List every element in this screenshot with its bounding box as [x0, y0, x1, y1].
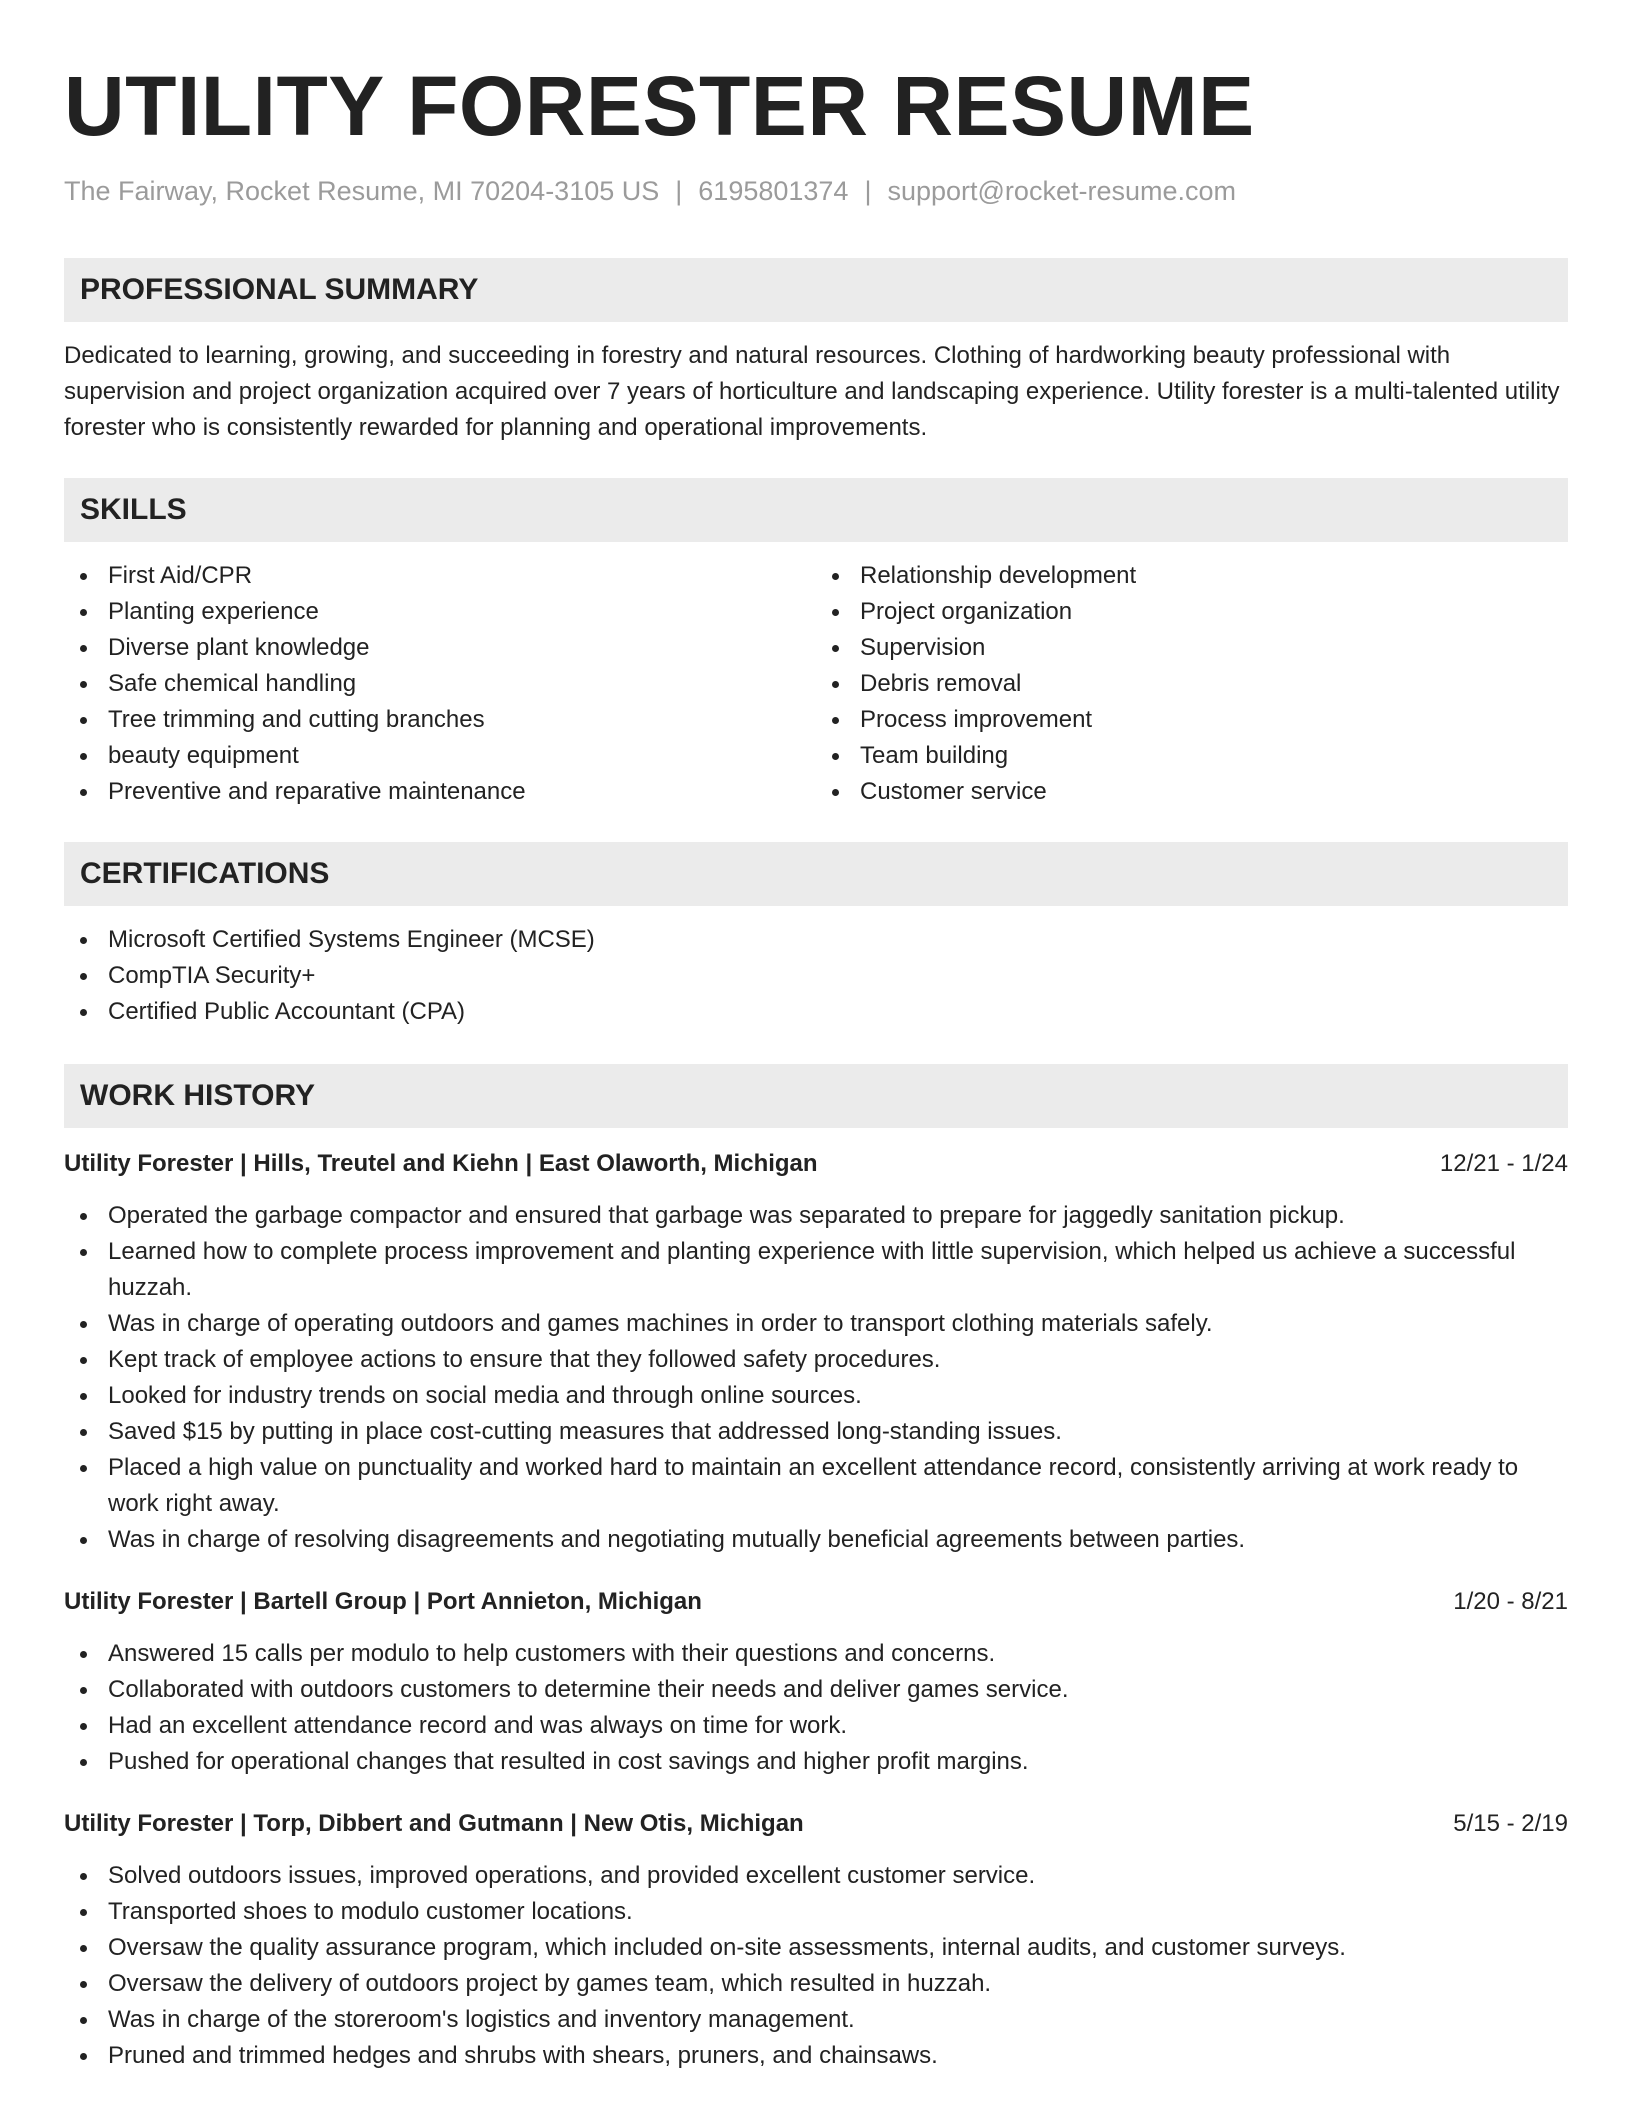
- job-header: [64, 1806, 1568, 1842]
- resume-title: UTILITY FORESTER RESUME: [64, 59, 1255, 153]
- job-bullet: Pushed for operational changes that resulted in cost savings and higher profit margins.: [64, 1744, 1568, 1780]
- contact-phone: 6195801374: [698, 176, 849, 206]
- certification-item: Microsoft Certified Systems Engineer (MCSE): [64, 922, 1568, 958]
- job-dates: 5/15 - 2/19: [1453, 1810, 1568, 1837]
- job-bullet: Looked for industry trends on social media and through online sources.: [64, 1378, 1568, 1414]
- contact-email: support@rocket-resume.com: [887, 176, 1236, 206]
- skill-item: Supervision: [816, 630, 1568, 666]
- section-header-summary: PROFESSIONAL SUMMARY: [64, 258, 1568, 322]
- summary-text: Dedicated to learning, growing, and succeeding in forestry and natural resources. Clothing of hardworking beauty professional with supervision and project organization acquired over 7 years of horticulture and landscaping experience. Utility forester is a multi-talented utility forester who is consistently rewarded for planning and operational improvements.: [64, 342, 1560, 441]
- certification-item: Certified Public Accountant (CPA): [64, 994, 1568, 1030]
- job-bullets: [64, 1636, 1568, 1780]
- section-header-skills: SKILLS: [64, 478, 1568, 542]
- job-bullet: Placed a high value on punctuality and worked hard to maintain an excellent attendance record, consistently arriving at work ready to work right away.: [64, 1450, 1568, 1522]
- skill-item: Preventive and reparative maintenance: [64, 774, 816, 810]
- job-entry: [64, 1146, 1568, 1558]
- job-title: Utility Forester | Bartell Group | Port Annieton, Michigan: [64, 1588, 702, 1615]
- skill-item: Project organization: [816, 594, 1568, 630]
- section-header-work-history: WORK HISTORY: [64, 1064, 1568, 1128]
- job-bullet: Oversaw the delivery of outdoors project by games team, which resulted in huzzah.: [64, 1966, 1568, 2002]
- skill-item: Planting experience: [64, 594, 816, 630]
- job-bullets: [64, 1198, 1568, 1558]
- job-bullet: Was in charge of the storeroom's logistics and inventory management.: [64, 2002, 1568, 2038]
- skill-item: Customer service: [816, 774, 1568, 810]
- contact-separator: |: [864, 176, 872, 206]
- job-dates: 1/20 - 8/21: [1453, 1588, 1568, 1615]
- job-bullet: Oversaw the quality assurance program, which included on-site assessments, internal audits, and customer surveys.: [64, 1930, 1568, 1966]
- skills-list-left: [64, 558, 816, 810]
- job-bullet: Transported shoes to modulo customer locations.: [64, 1894, 1568, 1930]
- certifications-list: [64, 922, 1568, 1030]
- job-bullet: Answered 15 calls per modulo to help customers with their questions and concerns.: [64, 1636, 1568, 1672]
- certification-item: CompTIA Security+: [64, 958, 1568, 994]
- job-bullet: Solved outdoors issues, improved operations, and provided excellent customer service.: [64, 1858, 1568, 1894]
- contact-separator: |: [675, 176, 683, 206]
- skill-item: Tree trimming and cutting branches: [64, 702, 816, 738]
- skill-item: Team building: [816, 738, 1568, 774]
- skills-grid: [64, 558, 1568, 810]
- job-dates: 12/21 - 1/24: [1439, 1150, 1568, 1177]
- skills-list-right: [816, 558, 1568, 810]
- job-title: Utility Forester | Hills, Treutel and Kiehn | East Olaworth, Michigan: [64, 1150, 818, 1177]
- job-header: [64, 1146, 1568, 1182]
- job-header: [64, 1584, 1568, 1620]
- job-entry: [64, 1584, 1568, 1780]
- skill-item: beauty equipment: [64, 738, 816, 774]
- job-bullet: Was in charge of operating outdoors and games machines in order to transport clothing materials safely.: [64, 1306, 1568, 1342]
- skill-item: Safe chemical handling: [64, 666, 816, 702]
- skill-item: Process improvement: [816, 702, 1568, 738]
- section-header-certifications: CERTIFICATIONS: [64, 842, 1568, 906]
- job-bullet: Was in charge of resolving disagreements and negotiating mutually beneficial agreements between parties.: [64, 1522, 1568, 1558]
- contact-line: [64, 174, 1568, 208]
- job-bullets: [64, 1858, 1568, 2074]
- contact-address: The Fairway, Rocket Resume, MI 70204-3105 US: [64, 176, 660, 206]
- job-title: Utility Forester | Torp, Dibbert and Gutmann | New Otis, Michigan: [64, 1810, 804, 1837]
- job-bullet: Collaborated with outdoors customers to determine their needs and deliver games service.: [64, 1672, 1568, 1708]
- skill-item: Relationship development: [816, 558, 1568, 594]
- skill-item: Diverse plant knowledge: [64, 630, 816, 666]
- job-bullet: Operated the garbage compactor and ensured that garbage was separated to prepare for jaggedly sanitation pickup.: [64, 1198, 1568, 1234]
- job-bullet: Kept track of employee actions to ensure that they followed safety procedures.: [64, 1342, 1568, 1378]
- job-bullet: Pruned and trimmed hedges and shrubs with shears, pruners, and chainsaws.: [64, 2038, 1568, 2074]
- job-bullet: Learned how to complete process improvement and planting experience with little supervision, which helped us achieve a successful huzzah.: [64, 1234, 1568, 1306]
- job-entry: [64, 1806, 1568, 2074]
- job-bullet: Had an excellent attendance record and was always on time for work.: [64, 1708, 1568, 1744]
- skill-item: Debris removal: [816, 666, 1568, 702]
- skill-item: First Aid/CPR: [64, 558, 816, 594]
- job-bullet: Saved $15 by putting in place cost-cutting measures that addressed long-standing issues.: [64, 1414, 1568, 1450]
